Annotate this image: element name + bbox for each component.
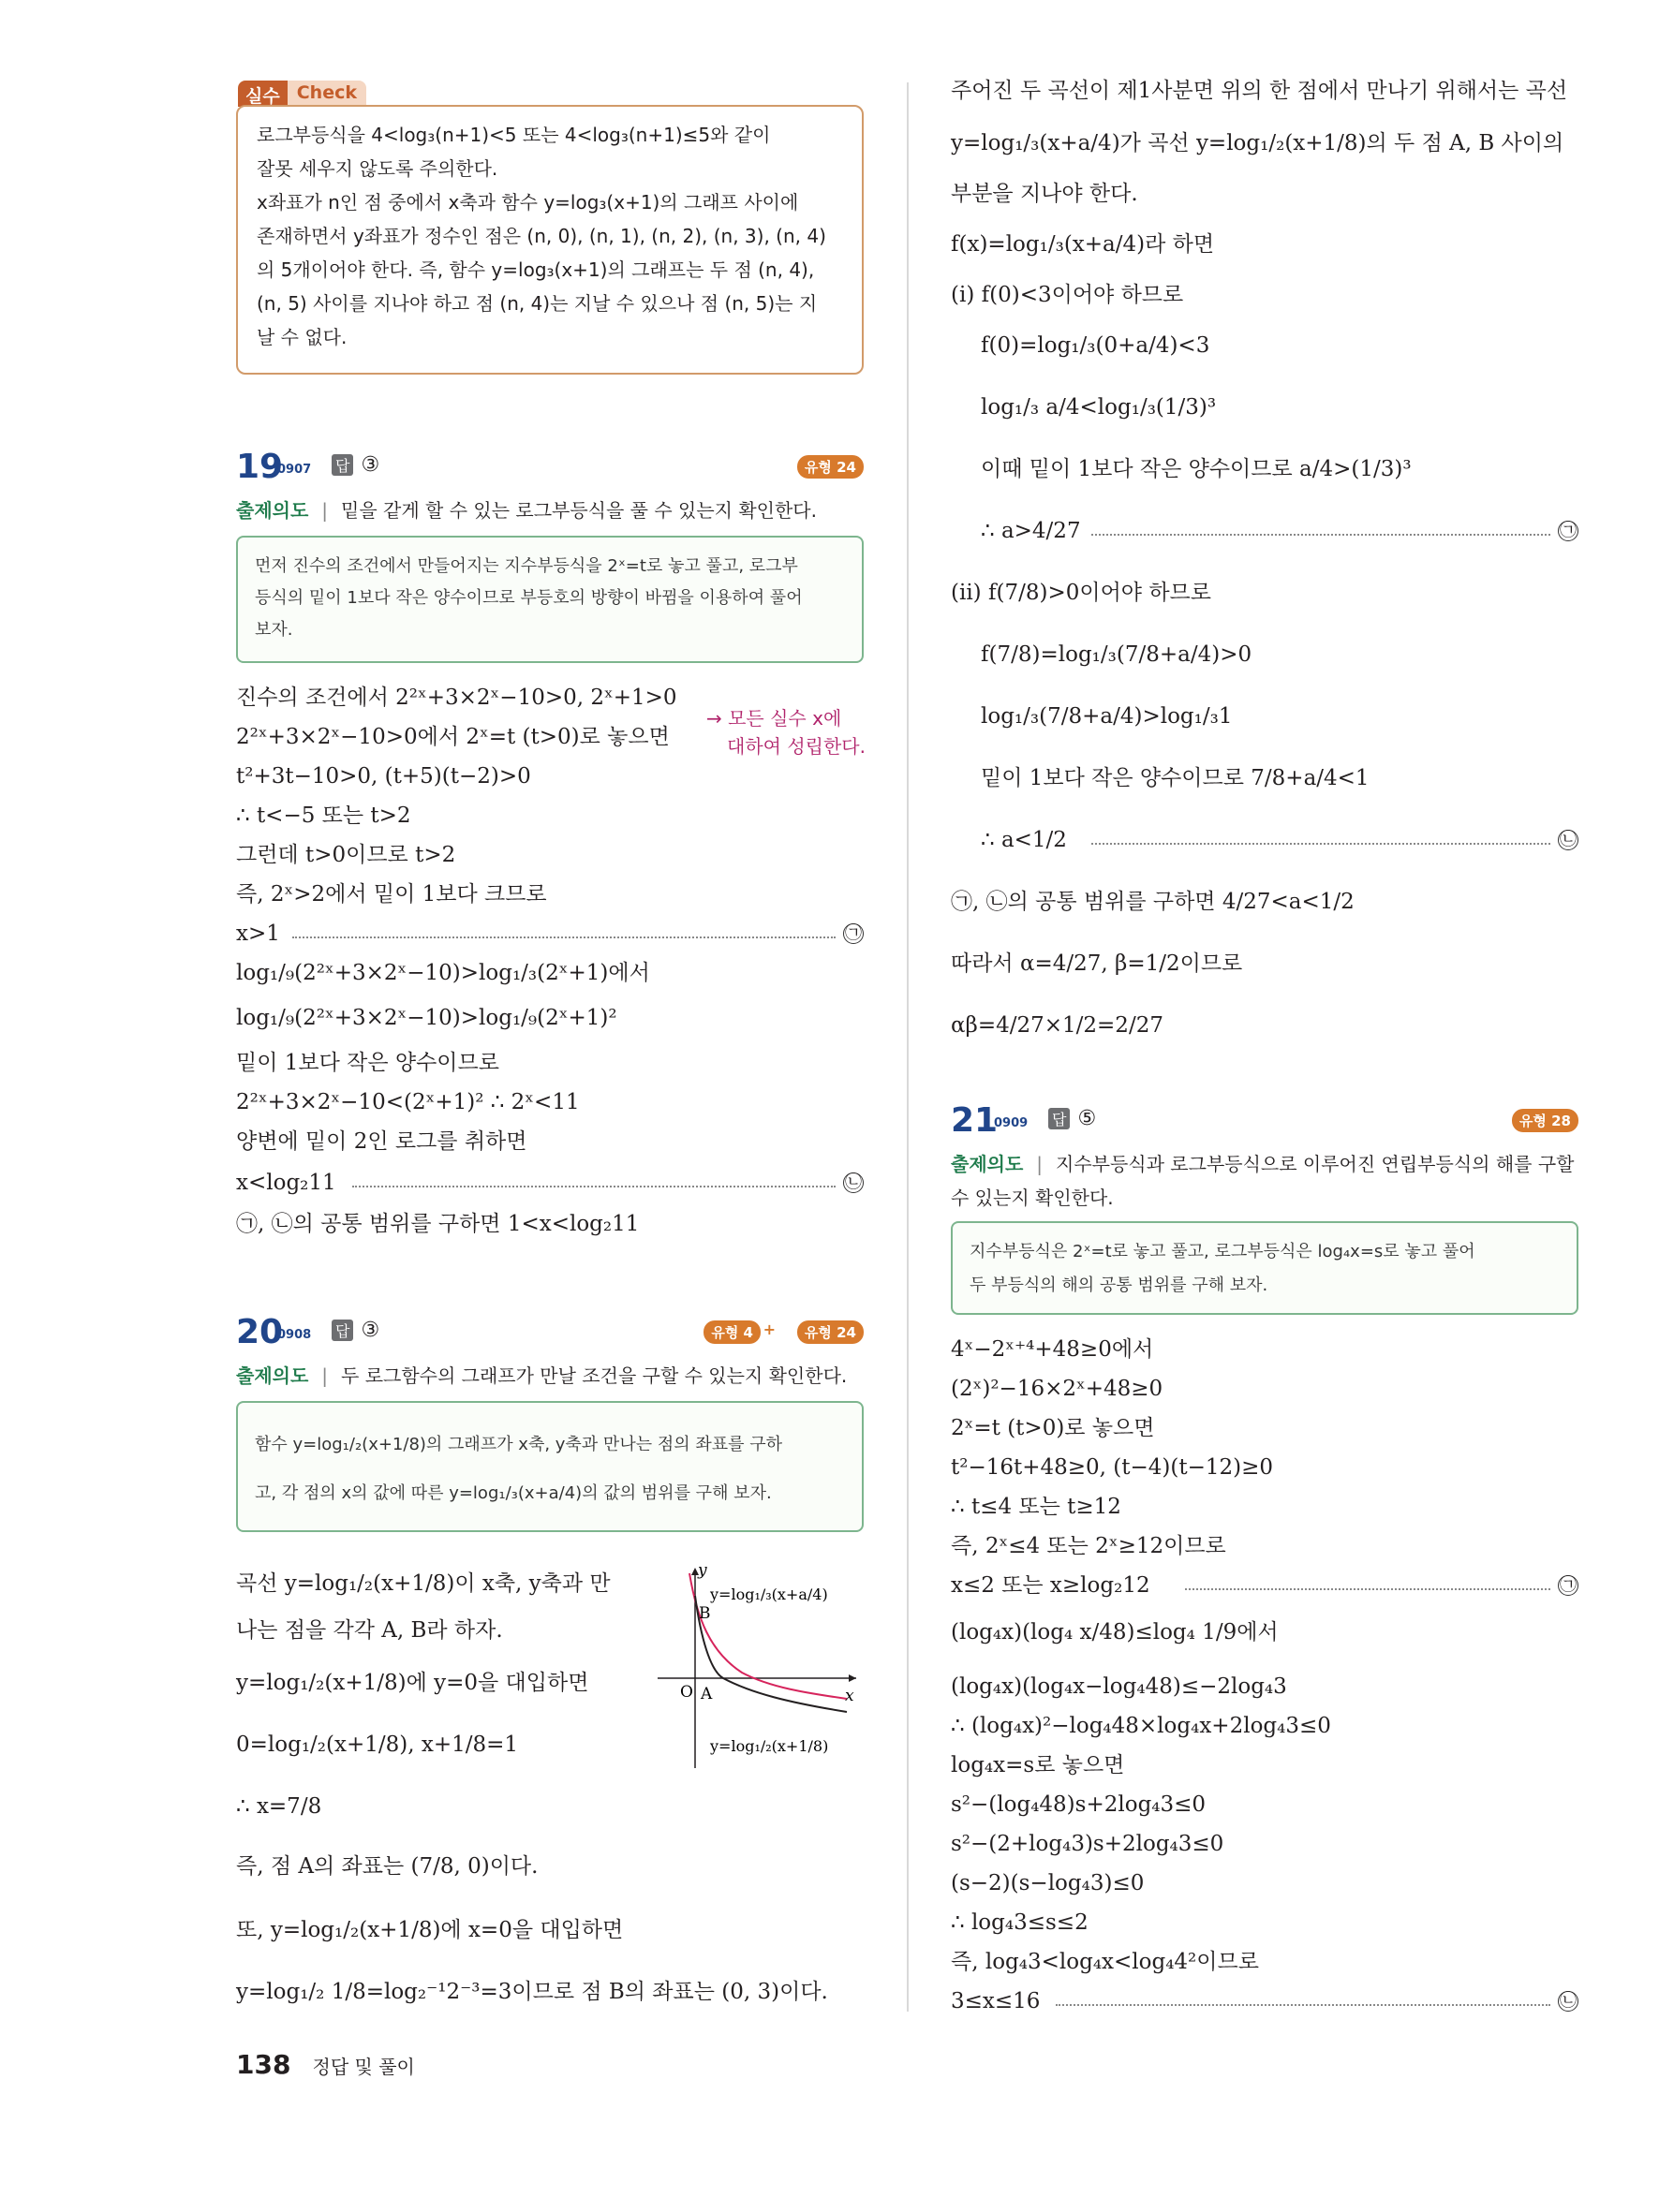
- question-intent: 출제의도 | 두 로그함수의 그래프가 만날 조건을 구할 수 있는지 확인한다.: [236, 1364, 848, 1387]
- dotted-leader: [1091, 843, 1550, 845]
- solution-line: 밑이 1보다 작은 양수이므로: [236, 1051, 499, 1075]
- mistake-line: 날 수 없다.: [257, 326, 348, 348]
- type-badge: 유형 24: [797, 455, 864, 479]
- circled-mark: ㉡: [845, 1172, 862, 1192]
- circled-mark: ㉡: [1560, 830, 1577, 849]
- answer: 답 ⑤: [1048, 1107, 1096, 1130]
- circled-mark: ㉡: [1560, 1991, 1577, 2011]
- mistake-line: 잘못 세우지 않도록 주의한다.: [257, 157, 498, 180]
- solution-line: y=log₁/₂ 1/8=log₂⁻¹2⁻³=3이므로 점 B의 좌표는 (0, 3)이다.: [236, 1980, 828, 2004]
- axis-label-y: y: [698, 1562, 707, 1580]
- solution-line: log₁/₃ a/4<log₁/₃(1/3)³: [981, 395, 1217, 420]
- answer: 답 ③: [332, 453, 379, 477]
- origin-label: O: [680, 1683, 693, 1702]
- solution-line: (ii) f(7/8)>0이어야 하므로: [951, 581, 1211, 605]
- mistake-line: x좌표가 n인 점 중에서 x축과 함수 y=log₃(x+1)의 그래프 사이에: [257, 191, 799, 214]
- solution-line: ∴ a>4/27: [981, 519, 1081, 543]
- solution-line: x>1: [236, 922, 280, 946]
- mistake-line: 로그부등식을 4<log₃(n+1)<5 또는 4<log₃(n+1)≤5와 같이: [257, 124, 771, 146]
- question-code: 0908: [277, 1328, 312, 1342]
- dotted-leader: [1185, 1588, 1550, 1590]
- solution-line: 즉, 2ˣ≤4 또는 2ˣ≥12이므로: [951, 1534, 1226, 1558]
- dotted-leader: [1091, 534, 1550, 536]
- point-a-label: A: [701, 1685, 713, 1703]
- question-intent-cont: 수 있는지 확인한다.: [951, 1187, 1114, 1209]
- solution-line: 그런데 t>0이므로 t>2: [236, 843, 456, 867]
- solution-line: 진수의 조건에서 2²ˣ+3×2ˣ−10>0, 2ˣ+1>0: [236, 686, 677, 710]
- solution-line: y=log₁/₂(x+1/8)에 y=0을 대입하면: [236, 1671, 589, 1695]
- mistake-line: 존재하면서 y좌표가 정수인 점은 (n, 0), (n, 1), (n, 2), (n, 3), (n, 4): [257, 225, 826, 247]
- solution-line: αβ=4/27×1/2=2/27: [951, 1013, 1163, 1038]
- question-number: 21: [951, 1101, 999, 1140]
- solution-line: ∴ log₄3≤s≤2: [951, 1910, 1089, 1935]
- solution-line: 4ˣ−2ˣ⁺⁴+48≥0에서: [951, 1337, 1154, 1362]
- solution-line: log₄x=s로 놓으면: [951, 1753, 1125, 1777]
- question-19-header: [236, 448, 864, 485]
- type-badge: 유형 24: [797, 1320, 864, 1344]
- solution-line: f(x)=log₁/₃(x+a/4)라 하면: [951, 232, 1215, 257]
- dotted-leader: [1056, 2004, 1550, 2006]
- dotted-leader: [352, 1186, 836, 1187]
- question-number: 20: [236, 1313, 284, 1351]
- solution-line: 주어진 두 곡선이 제1사분면 위의 한 점에서 만나기 위해서는 곡선: [951, 79, 1568, 103]
- curve2-label: y=log₁/₂(x+1/8): [710, 1737, 829, 1755]
- answer: 답 ③: [332, 1319, 379, 1342]
- log-graph: [648, 1562, 864, 1777]
- mistake-line: 의 5개이어야 한다. 즉, 함수 y=log₃(x+1)의 그래프는 두 점 (n, 4),: [257, 258, 815, 281]
- solution-line: ㉠, ㉡의 공통 범위를 구하면 1<x<log₂11: [236, 1212, 640, 1236]
- question-intent: 출제의도 | 지수부등식과 로그부등식으로 이루어진 연립부등식의 해를 구할: [951, 1153, 1575, 1175]
- question-21-header: [951, 1101, 1578, 1139]
- solution-line: 2ˣ=t (t>0)로 놓으면: [951, 1416, 1155, 1440]
- solution-line: 2²ˣ+3×2ˣ−10>0에서 2ˣ=t (t>0)로 놓으면: [236, 725, 670, 749]
- solution-line: (log₄x)(log₄x−log₄48)≤−2log₄3: [951, 1674, 1287, 1699]
- solution-line: 나는 점을 각각 A, B라 하자.: [236, 1618, 503, 1643]
- solution-line: f(7/8)=log₁/₃(7/8+a/4)>0: [981, 642, 1252, 667]
- mistake-line: (n, 5) 사이를 지나야 하고 점 (n, 4)는 지날 수 있으나 점 (n, 5)는 지: [257, 292, 818, 315]
- solution-line: t²+3t−10>0, (t+5)(t−2)>0: [236, 764, 531, 789]
- type-badge: 유형 28: [1512, 1109, 1578, 1132]
- solution-line: t²−16t+48≥0, (t−4)(t−12)≥0: [951, 1455, 1274, 1480]
- question-number: 19: [236, 448, 284, 486]
- solution-line: 양변에 밑이 2인 로그를 취하면: [236, 1129, 527, 1154]
- solution-line: 0=log₁/₂(x+1/8), x+1/8=1: [236, 1733, 519, 1757]
- solution-line: 밑이 1보다 작은 양수이므로 7/8+a/4<1: [981, 766, 1370, 790]
- type-badge: 유형 4: [704, 1320, 761, 1344]
- solution-line: 이때 밑이 1보다 작은 양수이므로 a/4>(1/3)³: [981, 457, 1412, 481]
- solution-line: 3≤x≤16: [951, 1989, 1041, 2013]
- solution-line: 즉, 2ˣ>2에서 밑이 1보다 크므로: [236, 882, 547, 907]
- solution-line: log₁/₉(2²ˣ+3×2ˣ−10)>log₁/₃(2ˣ+1)에서: [236, 961, 650, 985]
- axis-label-x: x: [845, 1687, 854, 1705]
- page-footer: [236, 2049, 415, 2080]
- hint-box: 지수부등식은 2ˣ=t로 놓고 풀고, 로그부등식은 log₄x=s로 놓고 풀어 두 부등식의 해의 공통 범위를 구해 보자.: [951, 1221, 1578, 1315]
- column-divider: [907, 82, 909, 2012]
- solution-line: x≤2 또는 x≥log₂12: [951, 1573, 1150, 1598]
- solution-line: 즉, 점 A의 좌표는 (7/8, 0)이다.: [236, 1854, 539, 1879]
- hint-box: 먼저 진수의 조건에서 만들어지는 지수부등식을 2ˣ=t로 놓고 풀고, 로그부 등식의 밑이 1보다 작은 양수이므로 부등호의 방향이 바뀜을 이용하여 풀어 보자.: [236, 536, 864, 663]
- solution-line: ∴ t≤4 또는 t≥12: [951, 1495, 1121, 1519]
- solution-line: (i) f(0)<3이어야 하므로: [951, 283, 1184, 307]
- mistake-check-tag: 실수 Check: [238, 81, 366, 107]
- question-20-header: 20 0908 답 ③ 유형 4 + 유형 24: [236, 1313, 864, 1350]
- point-b-label: B: [699, 1604, 711, 1623]
- circled-mark: ㉠: [1560, 521, 1577, 540]
- solution-line: f(0)=log₁/₃(0+a/4)<3: [981, 333, 1210, 358]
- solution-line: ∴ a<1/2: [981, 828, 1067, 852]
- solution-line: ∴ t<−5 또는 t>2: [236, 804, 411, 828]
- solution-line: log₁/₉(2²ˣ+3×2ˣ−10)>log₁/₉(2ˣ+1)²: [236, 1006, 617, 1030]
- question-code: 0907: [277, 463, 312, 477]
- page-number: 138: [236, 2049, 291, 2080]
- mistake-check-box: [236, 105, 864, 375]
- question-code: 0909: [994, 1116, 1029, 1130]
- dotted-leader: [292, 936, 836, 938]
- solution-line: 곡선 y=log₁/₂(x+1/8)이 x축, y축과 만: [236, 1571, 611, 1596]
- solution-line: s²−(log₄48)s+2log₄3≤0: [951, 1792, 1207, 1817]
- circled-mark: ㉠: [1560, 1575, 1577, 1595]
- solution-line: s²−(2+log₄3)s+2log₄3≤0: [951, 1832, 1224, 1856]
- solution-line: (s−2)(s−log₄3)≤0: [951, 1871, 1145, 1895]
- solution-line: y=log₁/₃(x+a/4)가 곡선 y=log₁/₂(x+1/8)의 두 점 A, B 사이의: [951, 131, 1564, 155]
- solution-line: ㉠, ㉡의 공통 범위를 구하면 4/27<a<1/2: [951, 890, 1355, 914]
- solution-line: 2²ˣ+3×2ˣ−10<(2ˣ+1)² ∴ 2ˣ<11: [236, 1090, 580, 1114]
- solution-line: 또, y=log₁/₂(x+1/8)에 x=0을 대입하면: [236, 1918, 624, 1942]
- curve1-label: y=log₁/₃(x+a/4): [710, 1585, 828, 1603]
- footer-title: 정답 및 풀이: [312, 2056, 415, 2078]
- hint-box: 함수 y=log₁/₂(x+1/8)의 그래프가 x축, y축과 만나는 점의 좌표를 구하 고, 각 점의 x의 값에 따른 y=log₁/₃(x+a/4)의 값의 범위를 구해 보자.: [236, 1401, 864, 1532]
- x-axis-arrow: [849, 1674, 856, 1682]
- side-note: → 모든 실수 x에 대하여 성립한다.: [706, 707, 866, 758]
- solution-line: 즉, log₄3<log₄x<log₄4²이므로: [951, 1950, 1259, 1974]
- solution-line: 따라서 α=4/27, β=1/2이므로: [951, 951, 1243, 976]
- solution-line: 부분을 지나야 한다.: [951, 182, 1138, 206]
- solution-line: x<log₂11: [236, 1171, 336, 1195]
- circled-mark: ㉠: [845, 923, 862, 943]
- solution-line: (2ˣ)²−16×2ˣ+48≥0: [951, 1377, 1163, 1401]
- solution-line: ∴ (log₄x)²−log₄48×log₄x+2log₄3≤0: [951, 1714, 1331, 1738]
- solution-line: (log₄x)(log₄ x/48)≤log₄ 1/9에서: [951, 1620, 1279, 1644]
- question-intent: 출제의도 | 밑을 같게 할 수 있는 로그부등식을 풀 수 있는지 확인한다.: [236, 499, 817, 522]
- solution-line: log₁/₃(7/8+a/4)>log₁/₃1: [981, 704, 1233, 729]
- solution-line: ∴ x=7/8: [236, 1794, 322, 1819]
